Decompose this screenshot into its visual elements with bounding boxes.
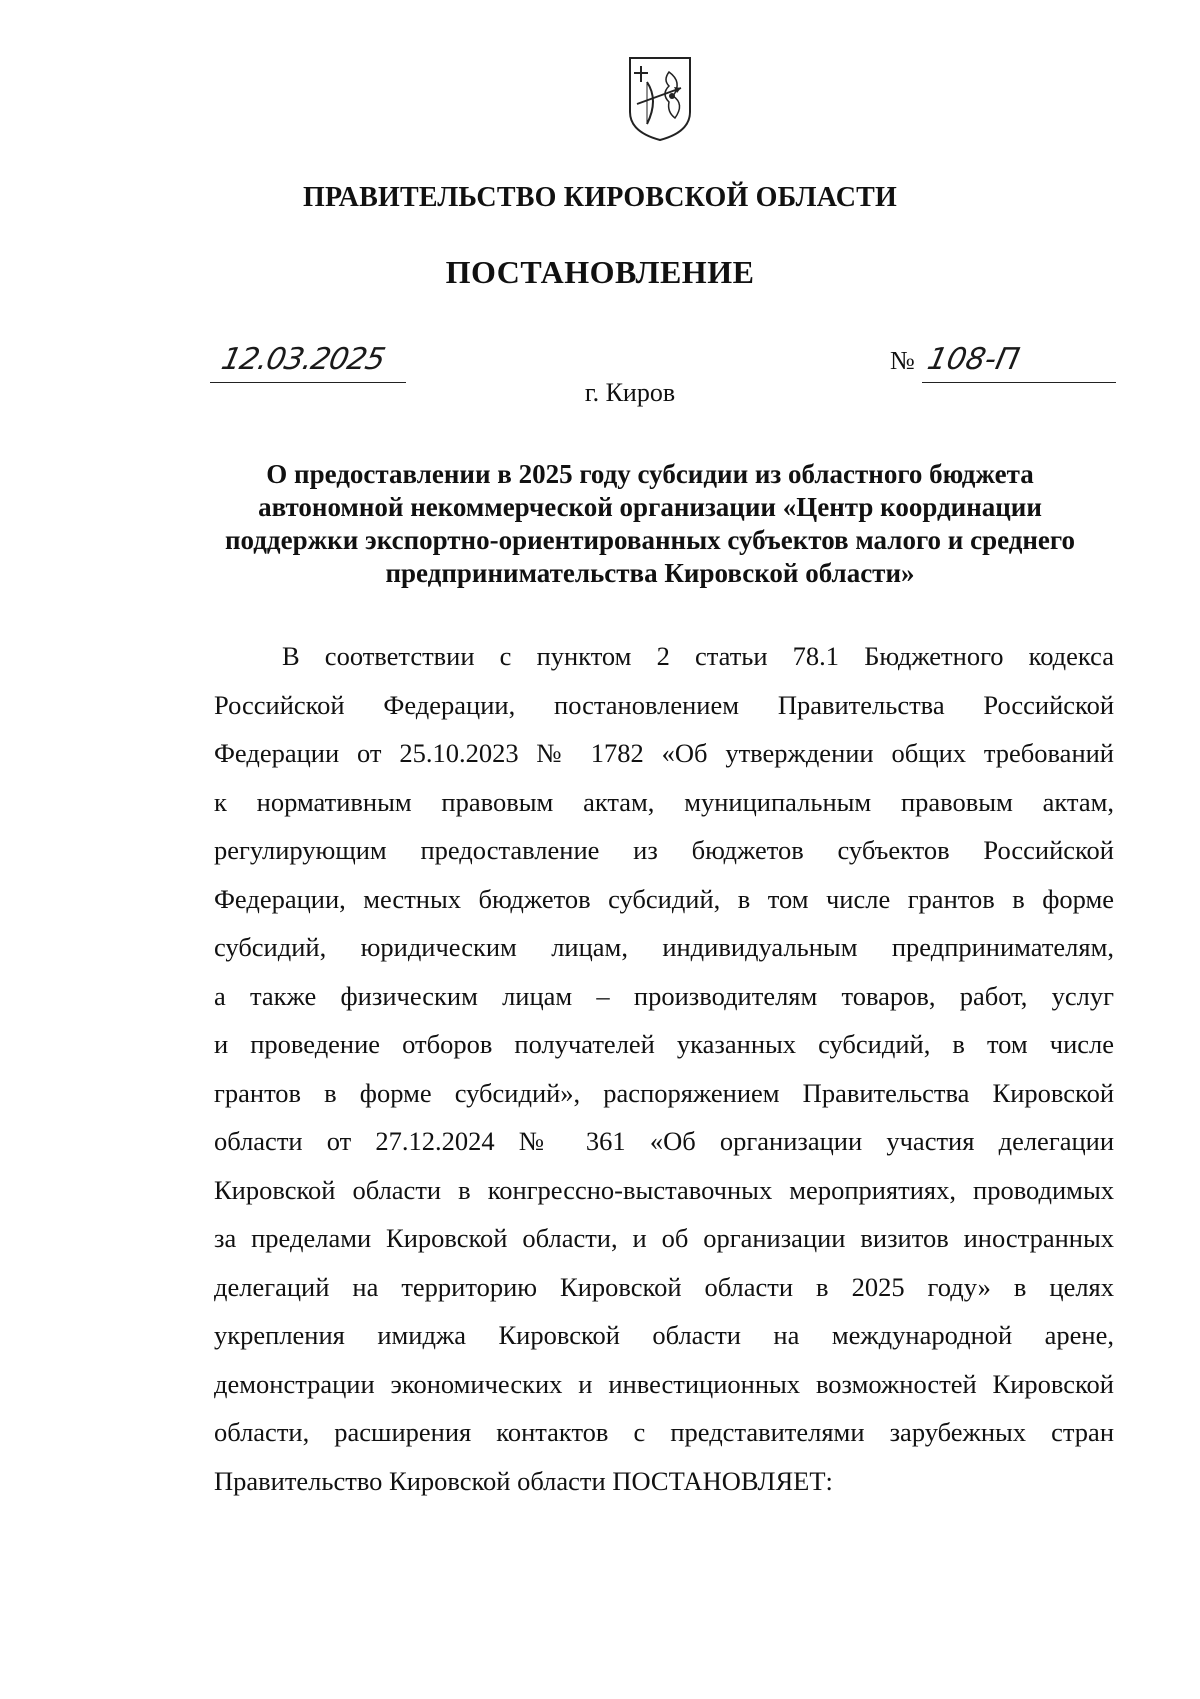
document-number: 108-П	[924, 342, 1023, 377]
paragraph-line: грантов в форме субсидий», распоряжением Правительства Кировской	[214, 1077, 1114, 1108]
paragraph-line: регулирующим предоставление из бюджетов субъектов Российской	[214, 835, 1114, 865]
number-label: №	[890, 346, 915, 375]
paragraph-line: Кировской области в конгрессно-выставочных мероприятиях, проводимых	[214, 1174, 1114, 1205]
paragraph-line: укрепления имиджа Кировской области на международной арене,	[214, 1320, 1114, 1350]
paragraph-line: области от 27.12.2024 № 361 «Об организации участия делегации	[214, 1126, 1114, 1156]
paragraph-line: а также физическим лицам – производителям товаров, работ, услуг	[214, 980, 1114, 1011]
document-type-title: ПОСТАНОВЛЕНИЕ	[445, 254, 755, 290]
document-subject	[200, 458, 1100, 590]
paragraph-line: за пределами Кировской области, и об организации визитов иностранных	[214, 1223, 1114, 1253]
coat-of-arms-emblem	[625, 52, 695, 144]
preamble-paragraph	[214, 632, 1114, 1505]
paragraph-line: Федерации, местных бюджетов субсидий, в том числе грантов в форме	[214, 883, 1114, 914]
paragraph-line: делегаций на территорию Кировской области в 2025 году» в целях	[214, 1271, 1114, 1302]
date-field	[210, 342, 406, 383]
paragraph-line: Правительство Кировской области ПОСТАНОВЛЯЕТ:	[214, 1465, 833, 1496]
paragraph-line: Федерации от 25.10.2023 № 1782 «Об утверждении общих требований	[214, 738, 1114, 768]
paragraph-line: демонстрации экономических и инвестиционных возможностей Кировской	[214, 1368, 1114, 1399]
paragraph-line: В соответствии с пунктом 2 статьи 78.1 Бюджетного кодекса	[282, 641, 1114, 671]
government-title: ПРАВИТЕЛЬСТВО КИРОВСКОЙ ОБЛАСТИ	[302, 182, 897, 213]
paragraph-line: области, расширения контактов с представителями зарубежных стран	[214, 1417, 1114, 1447]
paragraph-line: и проведение отборов получателей указанных субсидий, в том числе	[214, 1029, 1114, 1059]
number-field	[922, 342, 1116, 383]
paragraph-line: субсидий, юридическим лицам, индивидуальным предпринимателям,	[214, 932, 1114, 962]
paragraph-line: Российской Федерации, постановлением Правительства Российской	[214, 689, 1114, 720]
subject-line: поддержки экспортно-ориентированных субъектов малого и среднего	[225, 525, 1075, 555]
subject-line: автономной некоммерческой организации «Центр координации	[258, 492, 1042, 522]
document-date: 12.03.2025	[218, 342, 388, 377]
paragraph-line: к нормативным правовым актам, муниципальным правовым актам,	[214, 786, 1114, 817]
subject-line: предпринимательства Кировской области»	[385, 558, 915, 588]
subject-line: О предоставлении в 2025 году субсидии из областного бюджета	[266, 459, 1034, 489]
city-name: г. Киров	[584, 378, 676, 407]
